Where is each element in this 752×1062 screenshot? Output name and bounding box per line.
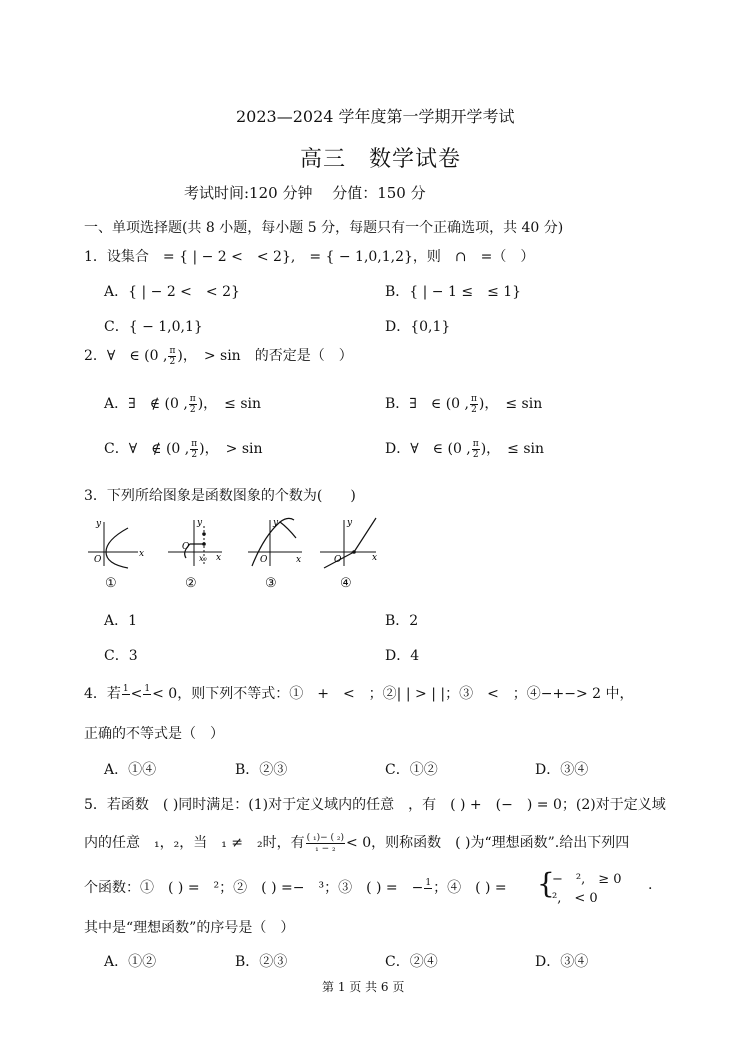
q2-b-post: )， ≤ sin: [478, 396, 543, 412]
q4-option-c: C．①②: [385, 762, 438, 778]
two: 2: [472, 449, 479, 460]
pi-over-2: [168, 346, 176, 367]
origin-label: O: [334, 555, 342, 565]
q2-a-pre: A．∃ ∉ (0 ,: [104, 396, 188, 412]
q1-option-c: C．{ − 1,0,1}: [104, 319, 203, 335]
q2-b-pre: B．∃ ∈ (0 ,: [385, 396, 469, 412]
two: 2: [169, 356, 176, 367]
lt-sign: <: [130, 686, 143, 702]
q1-option-a: A．{ | − 2 < < 2}: [104, 284, 240, 300]
q2-a-post: )， ≤ sin: [197, 396, 262, 412]
pi-over-2: [472, 439, 480, 460]
denominator: [143, 695, 151, 705]
x0-label: x₀: [199, 554, 207, 563]
graph-3: [244, 516, 306, 568]
numerator: ( ₁)− ( ₂): [306, 832, 345, 843]
y-axis-label: y: [273, 518, 279, 528]
q2-d-pre: D．∀ ∈ (0 ,: [385, 441, 471, 457]
q2-option-c: [104, 438, 263, 460]
pi: π: [189, 393, 196, 404]
fraction-one: [143, 684, 151, 705]
denominator: [122, 695, 130, 705]
q5-line2-pre: 内的任意 ₁，₂，当 ₁ ≠ ₂时，有: [84, 835, 305, 851]
graph-4-label: ④: [340, 576, 352, 591]
q1-stem: 1．设集合 = { | − 2 < < 2}, = { − 1,0,1,2}，则 ∩ =（ ）: [84, 249, 535, 265]
pi: π: [169, 345, 176, 356]
numerator: 1: [144, 683, 151, 694]
pi-over-2: [189, 394, 197, 415]
q3-option-d: D．4: [385, 648, 420, 664]
q5-line3: [84, 877, 507, 899]
origin-label: O: [94, 555, 102, 565]
graph-3-label: ③: [265, 576, 277, 591]
graph-2: [164, 516, 226, 568]
graph-1-label: ①: [105, 576, 117, 591]
y-axis-label: y: [347, 518, 353, 528]
q5-option-d: D．③④: [535, 954, 589, 970]
piecewise-case-1: − ², ≥ 0: [552, 872, 622, 887]
q2-option-b: [385, 393, 542, 415]
q5-option-c: C．②④: [385, 954, 438, 970]
q5-line1: 5．若函数 ( )同时满足：(1)对于定义域内的任意 ，有 ( ) + (− ) = 0；(2)对于定义域: [84, 797, 666, 813]
numerator: 1: [122, 683, 129, 694]
q5-line4: 其中是“理想函数”的序号是（ ）: [84, 920, 295, 936]
exam-title: 2023—2024 学年度第一学期开学考试: [236, 107, 515, 126]
q4-option-d: D．③④: [535, 762, 589, 778]
exam-meta: 考试时间:120 分钟 分值：150 分: [184, 184, 426, 202]
section-heading: 一、单项选择题(共 8 小题，每小题 5 分，每题只有一个正确选项，共 40 分): [84, 220, 564, 236]
q2-d-post: )， ≤ sin: [480, 441, 545, 457]
fraction-one: [424, 878, 432, 899]
denominator: [424, 889, 432, 899]
two: 2: [189, 404, 196, 415]
q3-stem: 3．下列所给图象是函数图象的个数为( ): [84, 488, 356, 504]
y-axis-label: y: [96, 519, 102, 529]
q3-option-c: C．3: [104, 648, 138, 664]
x-axis-label: x: [216, 553, 222, 563]
origin-label: O: [260, 555, 268, 565]
graph-4: [318, 516, 380, 568]
y-axis-label: y: [197, 518, 203, 528]
pi-over-2: [190, 439, 198, 460]
pi: π: [472, 438, 479, 449]
q5-line3-mid: ；④ ( ) =: [433, 880, 507, 896]
fraction-one: [122, 684, 130, 705]
origin-label: O: [182, 542, 190, 552]
two: 2: [191, 449, 198, 460]
q2-stem-post: )， > sin 的否定是（ ）: [177, 348, 353, 364]
q5-option-b: B．②③: [235, 954, 288, 970]
q4-stem-post: < 0，则下列不等式：① + < ；②| | > | |；③ < ；④−+−> 2 中，: [152, 686, 634, 702]
q4-stem-pre: 4．若: [84, 686, 121, 702]
q2-stem-pre: 2．∀ ∈ (0 ,: [84, 348, 168, 364]
q3-option-a: A．1: [104, 613, 138, 629]
piecewise-brace: {: [537, 867, 555, 900]
exam-subtitle: 高三 数学试卷: [300, 147, 462, 172]
q1-option-d: D．{0,1}: [385, 319, 451, 335]
difference-quotient: [306, 833, 345, 854]
pi: π: [191, 438, 198, 449]
q4-option-b: B．②③: [235, 762, 288, 778]
q5-option-a: A．①②: [104, 954, 157, 970]
q3-option-b: B．2: [385, 613, 419, 629]
two: 2: [471, 404, 477, 415]
q2-c-post: )， > sin: [199, 441, 263, 457]
x-axis-label: x: [296, 555, 302, 565]
q4-line2: 正确的不等式是（ ）: [84, 726, 224, 742]
x-axis-label: x: [372, 553, 378, 563]
pi: π: [470, 393, 477, 404]
q5-line3-pre: 个函数：① ( ) = ²；② ( ) =− ³；③ ( ) = −: [84, 880, 424, 896]
q2-option-d: [385, 438, 544, 460]
q4-stem: [84, 683, 634, 705]
q2-c-pre: C．∀ ∉ (0 ,: [104, 441, 190, 457]
x-axis-label: x: [139, 549, 145, 559]
piecewise-case-2: ², < 0: [552, 891, 598, 906]
q2-option-a: [104, 393, 261, 415]
page-footer: 第 1 页 共 6 页: [322, 980, 405, 994]
graph-1: [84, 516, 146, 568]
pi-over-2: [470, 394, 478, 415]
q5-line2: [84, 832, 629, 854]
graph-2-label: ②: [185, 576, 197, 591]
denominator: ₁ − ₂: [315, 843, 336, 854]
q1-option-b: B．{ | − 1 ≤ ≤ 1}: [385, 284, 522, 300]
numerator: 1: [425, 877, 432, 888]
q2-stem: [84, 345, 353, 367]
q5-line3-end: .: [648, 877, 653, 893]
q5-line2-post: < 0，则称函数 ( )为“理想函数”.给出下列四: [346, 835, 630, 851]
q4-option-a: A．①④: [104, 762, 157, 778]
